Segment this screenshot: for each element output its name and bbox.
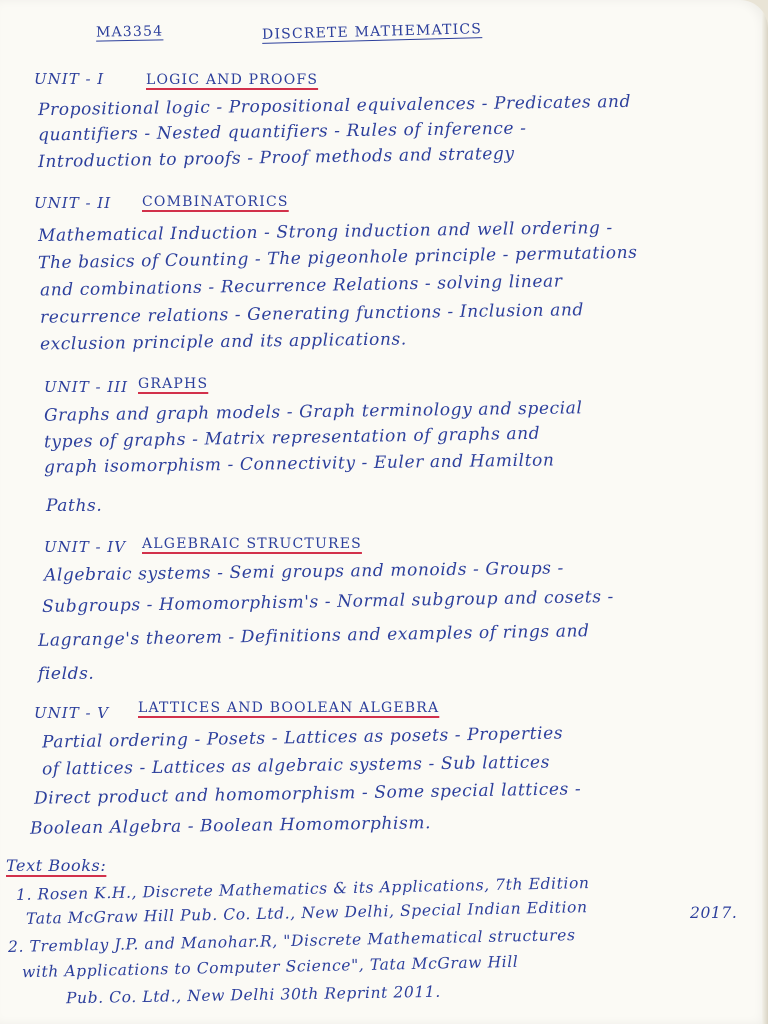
unit-1-label: UNIT - I (34, 70, 105, 88)
textbook-2-line-2: with Applications to Computer Science", Tata McGraw Hill (21, 952, 519, 982)
unit-3-line-4: Paths. (46, 496, 103, 516)
unit-3-line-3: graph isomorphism - Connectivity - Euler and Hamilton (43, 450, 555, 478)
unit-2-line-4: recurrence relations - Generating functions - Inclusion and (39, 300, 585, 328)
unit-3-label: UNIT - III (44, 378, 129, 396)
unit-4-title: ALGEBRAIC STRUCTURES (142, 536, 362, 552)
unit-5-line-4: Boolean Algebra - Boolean Homomorphism. (29, 813, 432, 839)
unit-4-label: UNIT - IV (44, 538, 127, 556)
unit-1-line-2: quantifiers - Nested quantifiers - Rules of inference - (37, 118, 527, 146)
unit-2-line-1: Mathematical Induction - Strong induction and well ordering - (37, 217, 613, 247)
course-code: MA3354 (95, 23, 164, 41)
page-edge (762, 0, 768, 1024)
textbook-1-line-3: 2017. (690, 904, 738, 922)
unit-1-line-1: Propositional logic - Propositional equivalences - Predicates and (37, 91, 632, 121)
unit-2-line-3: and combinations - Recurrence Relations - solving linear (39, 271, 563, 301)
unit-1-title: LOGIC AND PROOFS (146, 72, 319, 88)
unit-5-line-3: Direct product and homomorphism - Some special lattices - (33, 779, 582, 809)
textbooks-heading: Text Books: (6, 856, 107, 875)
unit-1-line-3: Introduction to proofs - Proof methods and strategy (37, 143, 515, 173)
unit-2-line-5: exclusion principle and its applications. (39, 329, 407, 355)
unit-3-line-2: types of graphs - Matrix representation of graphs and (43, 423, 541, 453)
unit-5-line-1: Partial ordering - Posets - Lattices as posets - Properties (41, 723, 564, 753)
unit-4-line-1: Algebraic systems - Semi groups and monoids - Groups - (43, 558, 565, 586)
unit-3-line-1: Graphs and graph models - Graph terminology and special (43, 398, 583, 426)
textbook-2-line-1: 2. Tremblay J.P. and Manohar.R, "Discrete Mathematical structures (7, 926, 576, 956)
unit-5-label: UNIT - V (34, 704, 110, 722)
textbook-2-line-3: Pub. Co. Ltd., New Delhi 30th Reprint 2011. (65, 982, 441, 1008)
unit-2-label: UNIT - II (34, 194, 112, 212)
unit-2-title: COMBINATORICS (142, 194, 289, 210)
unit-4-line-2: Subgroups - Homomorphism's - Normal subgroup and cosets - (41, 587, 615, 617)
unit-4-line-4: fields. (38, 664, 95, 684)
textbook-1-line-2: Tata McGraw Hill Pub. Co. Ltd., New Delhi, Special Indian Edition (25, 898, 588, 928)
textbook-1-line-1: 1. Rosen K.H., Discrete Mathematics & its Applications, 7th Edition (15, 873, 590, 905)
unit-3-title: GRAPHS (138, 376, 209, 392)
unit-5-title: LATTICES AND BOOLEAN ALGEBRA (138, 700, 440, 716)
unit-5-line-2: of lattices - Lattices as algebraic systems - Sub lattices (41, 752, 551, 780)
unit-4-line-3: Lagrange's theorem - Definitions and examples of rings and (37, 621, 590, 651)
unit-2-line-2: The basics of Counting - The pigeonhole principle - permutations (37, 242, 638, 274)
course-title: DISCRETE MATHEMATICS (261, 21, 483, 43)
